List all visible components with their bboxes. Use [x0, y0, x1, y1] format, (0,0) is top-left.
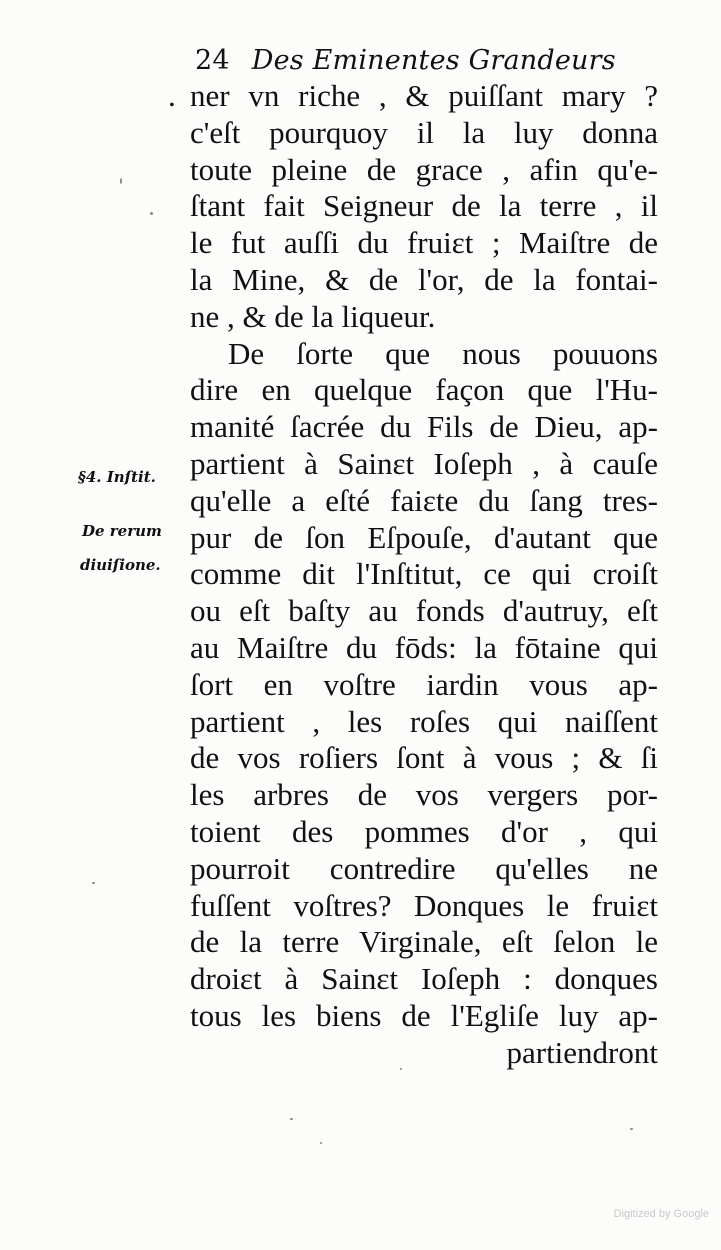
paper-speck	[92, 882, 95, 884]
body-text	[190, 78, 658, 1072]
text-line: ſort en voſtre iardin vous ap-	[190, 666, 658, 702]
text-line: dire en quelque façon que l'Hu-	[190, 372, 658, 408]
text-line: pourroit contredire qu'elles ne	[190, 850, 658, 886]
paragraph-start-line: De ſorte que nous pouuons	[228, 335, 658, 371]
running-title: Des Eminentes Grandeurs	[251, 45, 616, 76]
paper-speck	[320, 1142, 322, 1144]
text-line: toient des pommes d'or , qui	[190, 813, 658, 849]
text-line: qu'elle a eſté faiɛte du ſang tres-	[190, 482, 658, 518]
text-line: ner vn riche , & puiſſant mary ?	[190, 78, 658, 113]
text-line: toute pleine de grace , afin qu'e-	[190, 151, 658, 187]
margin-note-diuisione: diuiſione.	[80, 556, 161, 574]
text-line: partient , les roſes qui naiſſent	[190, 703, 658, 739]
paper-speck	[120, 178, 122, 184]
text-line: partient à Sainɛt Ioſeph , à cauſe	[190, 445, 658, 481]
text-line: de la terre Virginale, eſt ſelon le	[190, 924, 658, 960]
text-line: pur de ſon Eſpouſe, d'autant que	[190, 519, 658, 555]
text-line: ſtant fait Seigneur de la terre , il	[190, 188, 658, 224]
text-line: tous les biens de l'Egliſe luy ap-	[190, 997, 658, 1033]
running-header	[195, 45, 616, 76]
text-line: fuſſent voſtres? Donques le fruiɛt	[190, 887, 658, 923]
paper-speck	[400, 1068, 402, 1070]
catchword: partiendront	[506, 1034, 658, 1070]
text-line: de vos roſiers ſont à vous ; & ſi	[190, 740, 658, 776]
text-line: le fut auſſi du fruiɛt ; Maiſtre de	[190, 225, 658, 261]
text-line: au Maiſtre du fōds: la fōtaine qui	[190, 629, 658, 665]
text-line: la Mine, & de l'or, de la fontai-	[190, 261, 658, 297]
paper-speck	[150, 212, 153, 215]
text-line: ou eſt baſty au fonds d'autruy, eſt	[190, 593, 658, 629]
text-line: droiɛt à Sainɛt Ioſeph : donques	[190, 961, 658, 997]
page-number: 24	[195, 45, 230, 76]
text-line: comme dit l'Inſtitut, ce qui croiſt	[190, 556, 658, 592]
paper-speck	[290, 1118, 293, 1120]
text-line: manité ſacrée du Fils de Dieu, ap-	[190, 409, 658, 445]
digitization-watermark: Digitized by Google	[613, 1208, 709, 1220]
text-line: ne , & de la liqueur.	[190, 298, 436, 334]
paper-speck	[630, 1128, 633, 1130]
text-line: c'eſt pourquoy il la luy donna	[190, 114, 658, 150]
text-line: les arbres de vos vergers por-	[190, 777, 658, 813]
margin-note-institutes: §4. Inſtit.	[78, 468, 156, 486]
margin-dot: .	[168, 78, 176, 113]
margin-note-de-rerum: De rerum	[82, 522, 162, 540]
